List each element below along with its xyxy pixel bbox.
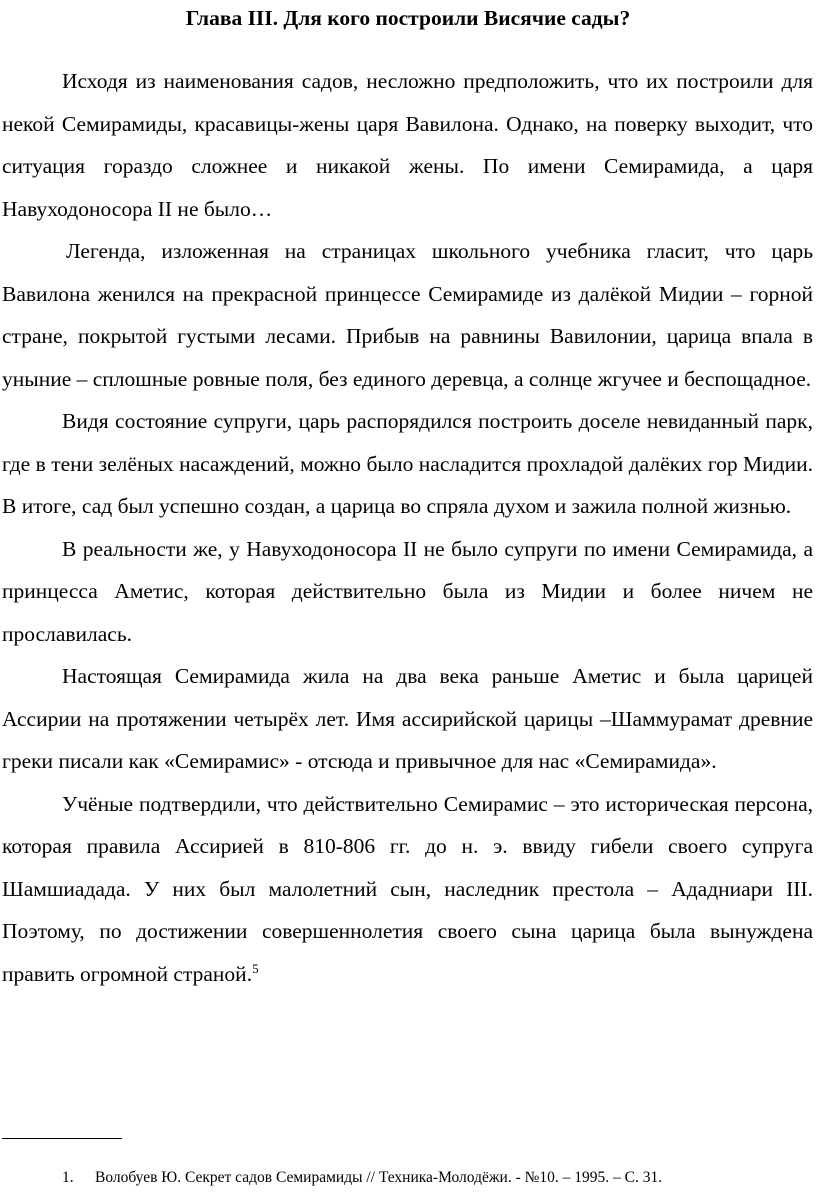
footnote-divider [2, 1138, 122, 1139]
footnote-marker[interactable]: 5 [252, 960, 259, 976]
footnote-text: Волобуев Ю. Секрет садов Семирамиды // Техника-Молодёжи. - №10. – 1995. – С. 31. [95, 1169, 663, 1186]
footnote-number: 1. [62, 1169, 74, 1186]
paragraph-2: Легенда, изложенная на страницах школьного учебника гласит, что царь Вавилона женился на прекрасной принцессе Семирамиде из далёкой Мидии – горной стране, покрытой густыми лесами. Прибыв на равнины Вавилонии, царица впала в уныние – сплошные ровные поля, без единого деревца, а солнце жгучее и беспощадное. [2, 239, 813, 391]
paragraph-1: Исходя из наименования садов, несложно предположить, что их построили для некой Семирамиды, красавицы-жены царя Вавилона. Однако, на поверку выходит, что ситуация гораздо сложнее и никакой жены. По имени Семирамида, а царя Навуходоносора II не было… [2, 69, 813, 221]
paragraph-6 [2, 783, 813, 996]
footnote [62, 1168, 662, 1188]
paragraph-5: Настоящая Семирамида жила на два века раньше Аметис и была царицей Ассирии на протяжении четырёх лет. Имя ассирийской царицы –Шаммурамат древние греки писали как «Семирамис» - отсюда и привычное для нас «Семирамида». [2, 664, 813, 773]
paragraph-6-text: Учёные подтвердили, что действительно Семирамис – это историческая персона, которая правила Ассирией в 810-806 гг. до н. э. ввиду гибели своего супруга Шамшиадада. У них был малолетний сын, наследник престола – Ададниари III. Поэтому, по достижении совершеннолетия своего сына царица была вынуждена править огромной страной. [2, 791, 813, 986]
chapter-title: Глава III. Для кого построили Висячие сады? [185, 6, 631, 30]
paragraph-4: В реальности же, у Навуходоносора II не было супруги по имени Семирамида, а принцесса Аметис, которая действительно была из Мидии и более ничем не прославилась. [2, 536, 813, 646]
body-text [2, 60, 813, 995]
paragraph-3: Видя состояние супруги, царь распорядился построить доселе невиданный парк, где в тени зелёных насаждений, можно было насладится прохладой далёких гор Мидии. В итоге, сад был успешно создан, а царица во спряла духом и зажила полной жизнью. [2, 409, 813, 518]
